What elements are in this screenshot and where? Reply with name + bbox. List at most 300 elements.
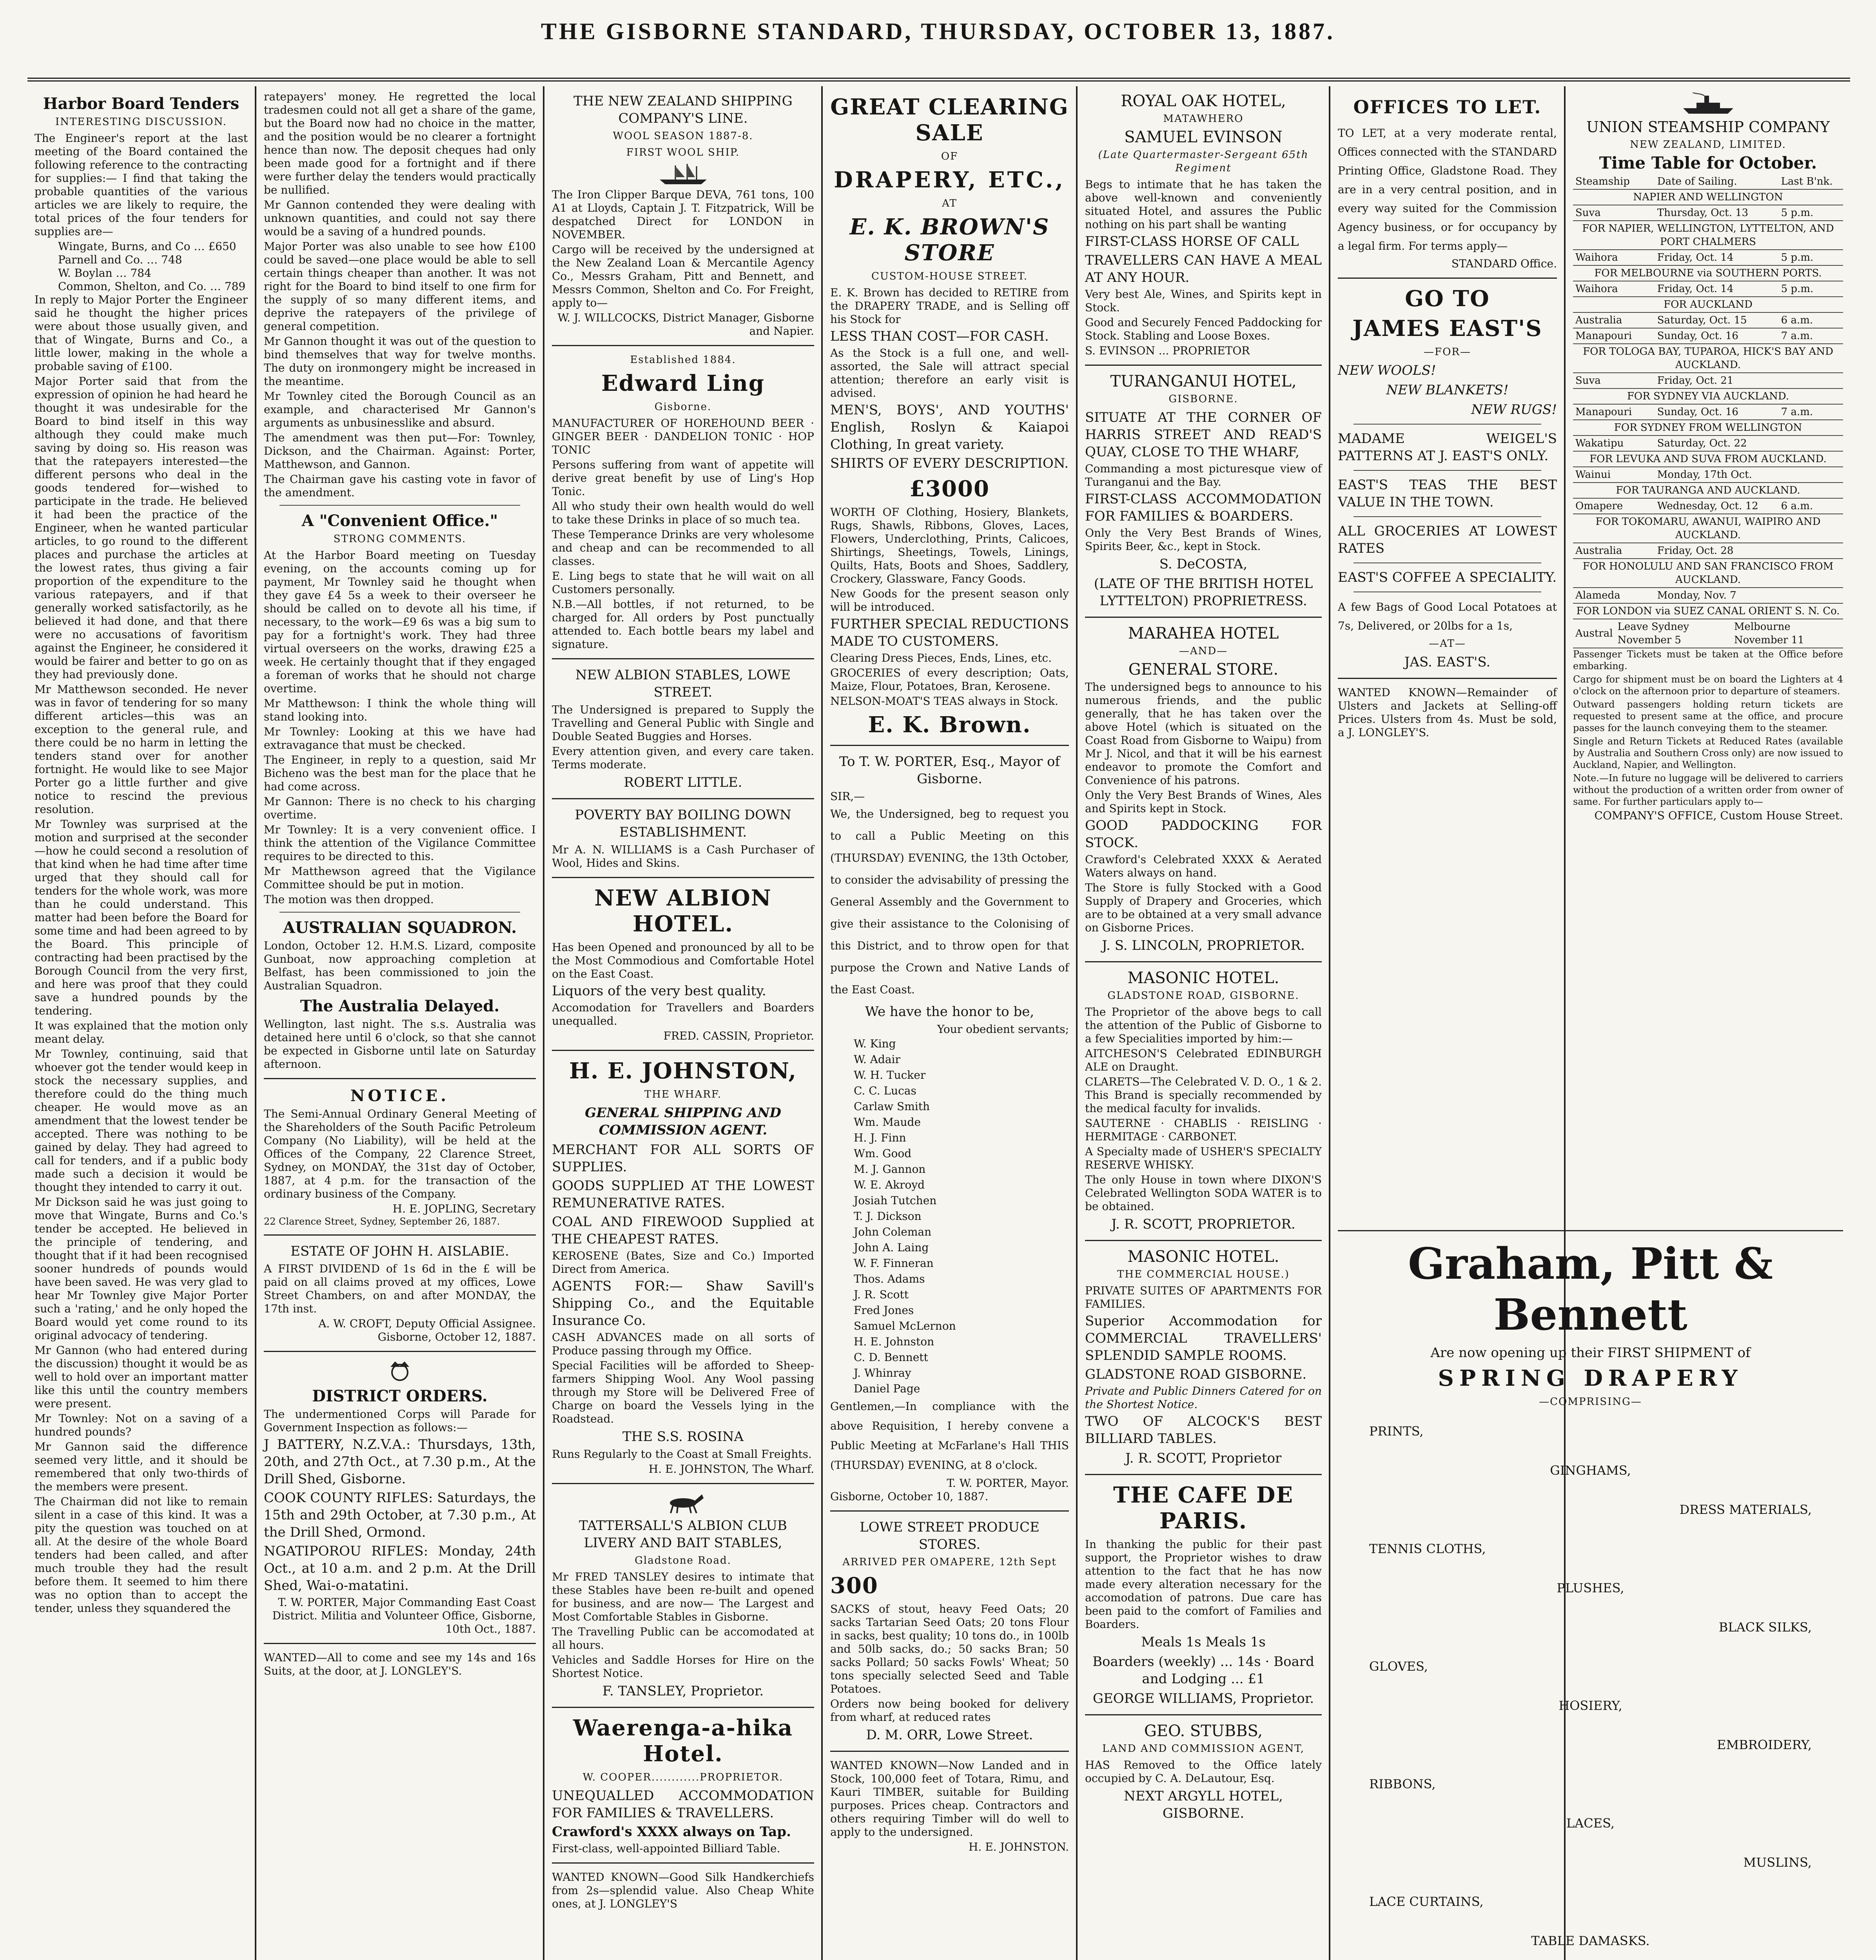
signatory-name: W. King [854, 1037, 896, 1050]
ship-name: Manapouri [1573, 404, 1655, 420]
headline: H. E. JOHNSTON, [569, 1058, 797, 1084]
meals-price: Meals 1s Meals 1s [1141, 1634, 1266, 1650]
divider [830, 1751, 1069, 1752]
headline: GEO. STUBBS, [1144, 1722, 1263, 1740]
paragraph: A Specialty made of USHER'S SPECIALTY RESERVE WHISKY. [1085, 1145, 1322, 1171]
sailing-date: Monday, Nov. 7 [1655, 588, 1779, 603]
paragraph: Major Porter said that from the expression of opinion he had heard he thought it was undesirable for the Board to bind itself in this way although they could make much saving by doing so. His reason was that the ratepayers interested—the different persons who deal in the goods tendered for—wished to participate in the trade. He believed it had been the practice of the Engineer, when he wanted particular articles, to go round to the different places and purchase the articles at the lowest rates, thus giving a fair proportion of the expenditure to the various ratepayers, and if that generally worked satisfactorily, as he believed it had done, and that there were no accusations of favoritism against the Engineer, he considered it would be fairer and better to go on as they had previously done. [34, 375, 248, 681]
signature: FRED. CASSIN, Proprietor. [663, 1029, 814, 1042]
route-heading: FOR TAURANGA AND AUCKLAND. [1573, 483, 1843, 498]
paragraph: AITCHESON'S Celebrated EDINBURGH ALE on Draught. [1085, 1047, 1322, 1073]
signatory-name: H. E. Johnston [854, 1335, 934, 1348]
paragraph: Orders now being booked for delivery from wharf, at reduced rates [830, 1697, 1069, 1724]
paragraph: All who study their own health would do well to take these Drinks in place of so much tea. [552, 500, 814, 526]
headline: DRAPERY, ETC., [834, 167, 1065, 193]
steamship-icon [1681, 93, 1736, 116]
tender-row: W. Boylan … 784 [58, 267, 151, 279]
table-row [1573, 250, 1843, 265]
headline: LOWE STREET PRODUCE STORES. [860, 1519, 1040, 1552]
corps-parade: NGATIPOROU RIFLES: Monday, 24th Oct., at 10 a.m. and 2 p.m. At the Drill Shed, Wai-o-matatini. [264, 1543, 536, 1593]
subheadline: —COMPRISING— [1539, 1396, 1642, 1408]
table-row [1573, 467, 1843, 483]
table-row [1573, 451, 1843, 467]
paragraph: TRAVELLERS CAN HAVE A MEAL AT ANY HOUR. [1085, 252, 1322, 285]
paragraph: LESS THAN COST—FOR CASH. [830, 328, 1049, 344]
paragraph: Very best Ale, Wines, and Spirits kept in Stock. [1085, 288, 1322, 314]
route-heading: FOR LEVUKA AND SUVA FROM AUCKLAND. [1573, 451, 1843, 467]
headline: TURANGANUI HOTEL, [1110, 372, 1297, 390]
paragraph: AGENTS FOR:— Shaw Savill's Shipping Co., and the Equitable Insurance Co. [552, 1278, 814, 1328]
paragraph: Clearing Dress Pieces, Ends, Lines, etc. [830, 652, 1052, 664]
dateline: Gisborne, October 10, 1887. [830, 1490, 989, 1503]
divider [279, 505, 520, 506]
signature: JAS. EAST'S. [1404, 654, 1491, 670]
last-boat-time [1779, 543, 1843, 559]
divider [552, 877, 814, 878]
tender-price: £650 [208, 240, 236, 253]
paragraph: The Chairman did not like to remain silent in a case of this kind. It was a pity the question was touched on at all. At the desire of the whole Board tenders had been called, and after much trouble they had the result before them. It seemed to him there was no option than to accept the tender, unless they squandered the [34, 1495, 248, 1615]
item: NEW BLANKETS! [1386, 382, 1509, 398]
column-offices-east [1331, 90, 1564, 1207]
divider [1085, 961, 1322, 962]
goods-item: TABLE DAMASKS. [1531, 1933, 1650, 1948]
paragraph: Superior Accommodation for COMMERCIAL TRAVELLERS' SPLENDID SAMPLE ROOMS. [1085, 1313, 1322, 1363]
subheadline: GISBORNE. [1168, 393, 1238, 405]
masthead-rule [27, 78, 1850, 82]
column-harbor-cont [257, 90, 543, 1960]
paragraph: CASH ADVANCES made on all sorts of Produce passing through my Office. [552, 1331, 814, 1357]
subheadline: LAND AND COMMISSION AGENT, [1102, 1743, 1305, 1755]
item: NEW RUGS! [1471, 402, 1557, 417]
table-row [1573, 603, 1843, 619]
paragraph: MEN'S, BOYS', AND YOUTHS' English, Roslyn & Kaiapoi Clothing, In great variety. [830, 402, 1069, 452]
established: Established 1884. [630, 354, 736, 366]
signatory-name: John Coleman [854, 1225, 932, 1238]
table-row [1573, 373, 1843, 388]
ship-name: Austral [1573, 619, 1615, 648]
sailing-date: Melbourne November 11 [1732, 619, 1843, 648]
headline: ROYAL OAK HOTEL, [1121, 92, 1286, 110]
goods-item: HOSIERY, [1558, 1698, 1622, 1713]
paragraph: Mr Dickson said he was just going to move that Wingate, Burns and Co.'s tender be accepted. He believed in the principle of tendering, and thought that if it had been recognised sooner hundreds of pounds would have been saved. He was very glad to hear Mr Townley give Major Porter such a 'rating,' and he only hoped the Board would yet come round to its original advocacy of tendering. [34, 1196, 248, 1342]
subheadline: —AND— [1179, 645, 1228, 657]
column-header: Last B'nk. [1779, 174, 1843, 189]
route-heading: FOR SYDNEY FROM WELLINGTON [1573, 420, 1843, 436]
horse-icon [656, 1491, 711, 1515]
timetable-header [1573, 174, 1843, 189]
headline: ESTATE OF JOHN H. AISLABIE. [290, 1243, 509, 1259]
paragraph: Major Porter was also unable to see how £100 could be saved—one place would be able to sell certain things cheaper than another. It was not right for the Board to bind itself to one firm for the supply of so many different items, and deprive the ratepayers of the privilege of general competition. [264, 240, 536, 333]
paragraph: HAS Removed to the Office lately occupied by C. A. DeLautour, Esq. [1085, 1759, 1322, 1785]
timetable-body [1573, 189, 1843, 619]
column-union-steamship [1566, 90, 1850, 1207]
divider [552, 658, 814, 659]
headline: JAMES EAST'S [1352, 316, 1542, 341]
column-rule [255, 86, 256, 1960]
dateline: 22 Clarence Street, Sydney, September 26, 1887. [264, 1216, 500, 1227]
paragraph: SAUTERNE · CHABLIS · REISLING · HERMITAGE · CARBONET. [1085, 1117, 1322, 1143]
divider [1085, 365, 1322, 366]
board-rates: Boarders (weekly) ... 14s · Board and Lodging ... £1 [1092, 1654, 1314, 1687]
headline: OFFICES TO LET. [1353, 96, 1542, 118]
paragraph: These Temperance Drinks are very wholesome and cheap and can be recommended to all classes. [552, 528, 814, 568]
table-row [1573, 559, 1843, 588]
goods-item: TENNIS CLOTHS, [1369, 1541, 1486, 1556]
paragraph: Mr Townley: Looking at this we have had extravagance that must be checked. [264, 725, 536, 751]
paragraph: We have the honor to be, [865, 1004, 1034, 1020]
signatory-name: J. Whinray [854, 1367, 911, 1379]
signature: T. W. PORTER, Major Commanding East Coast District. Militia and Volunteer Office, Gisborne, 10th Oct., 1887. [272, 1596, 536, 1635]
paragraph: Runs Regularly to the Coast at Small Freights. [552, 1448, 812, 1461]
sailing-date: Wednesday, Oct. 12 [1655, 498, 1779, 514]
subheadline: WOOL SEASON 1887-8. [613, 130, 753, 142]
signature: J. R. SCOTT, PROPRIETOR. [1111, 1216, 1295, 1232]
item: NEW WOOLS! [1338, 363, 1436, 378]
signatory-name: J. R. Scott [854, 1288, 909, 1301]
paragraph: WANTED KNOWN—Remainder of Ulsters and Jackets at Selling-off Prices. Ulsters from 4s. Must be sold, a J. LONGLEY'S. [1338, 686, 1557, 739]
paragraph: Are now opening up their FIRST SHIPMENT of [1430, 1345, 1751, 1361]
tender-price: 789 [224, 280, 246, 293]
corps-parade: J BATTERY, N.Z.V.A.: Thursdays, 13th, 20th, and 27th Oct., at 7.30 p.m., At the Drill Shed, Gisborne. [264, 1437, 536, 1487]
paragraph: The Chairman gave his casting vote in favor of the amendment. [264, 473, 536, 499]
paragraph: GLADSTONE ROAD GISBORNE. [1085, 1367, 1307, 1382]
subheadline: THE WHARF. [644, 1089, 722, 1100]
paragraph: Good and Securely Fenced Paddocking for Stock. Stabling and Loose Boxes. [1085, 316, 1322, 342]
subheadline: MATAWHERO [1163, 113, 1244, 125]
column-header: Steamship [1573, 174, 1655, 189]
headline: GO TO [1405, 286, 1490, 312]
goods-list [1338, 1412, 1843, 1960]
column-rule [821, 86, 823, 1960]
table-row [1573, 514, 1843, 543]
table-row [1573, 420, 1843, 436]
paragraph: Mr FRED TANSLEY desires to intimate that these Stables have been re-built and opened for business, and are now— The Largest and Most Comfortable Stables in Gisborne. [552, 1570, 814, 1623]
tender-row: Common, Shelton, and Co. … 789 [58, 280, 246, 293]
signatory-list [830, 1036, 1069, 1397]
paragraph: GOOD PADDOCKING FOR STOCK. [1085, 818, 1322, 851]
paragraph: Liquors of the very best quality. [552, 983, 766, 999]
paragraph: CLARETS—The Celebrated V. D. O., 1 & 2. This Brand is specially recommended by the medical faculty for invalids. [1085, 1075, 1322, 1115]
quantity: 300 [830, 1573, 878, 1599]
paragraph: Commanding a most picturesque view of Turanganui and the Bay. [1085, 462, 1322, 488]
paragraph: Private and Public Dinners Catered for on the Shortest Notice. [1085, 1385, 1322, 1411]
paragraph: Mr Gannon said the difference seemed very little, and it should be remembered that only two-thirds of the members were present. [34, 1440, 248, 1493]
paragraph: WANTED—All to come and see my 14s and 16s Suits, at the door, at J. LONGLEY'S. [264, 1651, 536, 1677]
tender-name: Parnell and Co. [58, 253, 143, 266]
goods-item: EMBROIDERY, [1717, 1737, 1812, 1752]
headline: THE NEW ZEALAND SHIPPING COMPANY'S LINE. [573, 93, 793, 126]
tender-row: Parnell and Co. … 748 [58, 253, 182, 266]
goods-item: BLACK SILKS, [1718, 1620, 1812, 1635]
table-row [1573, 328, 1843, 344]
divider [1085, 1474, 1322, 1475]
paragraph: GOODS SUPPLIED AT THE LOWEST REMUNERATIVE RATES. [552, 1178, 814, 1211]
signature: J. R. SCOTT, Proprietor [1125, 1450, 1282, 1466]
signature: S. DeCOSTA, [1159, 556, 1248, 572]
signatory-name: C. C. Lucas [854, 1084, 916, 1097]
column-harbor-board [27, 90, 255, 1960]
headline: THE CAFE DE PARIS. [1113, 1482, 1294, 1534]
ship-name: Omapere [1573, 498, 1655, 514]
paragraph: Mr A. N. WILLIAMS is a Cash Purchaser of Wool, Hides and Skins. [552, 843, 814, 869]
paragraph: MERCHANT FOR ALL SORTS OF SUPPLIES. [552, 1142, 814, 1175]
sailing-date: Friday, Oct. 14 [1655, 281, 1779, 297]
ship-name: Wainui [1573, 467, 1655, 483]
paragraph: Begs to intimate that he has taken the above well-known and conveniently situated Hotel, and assures the Public nothing on his part shall be wanting [1085, 178, 1322, 231]
sailing-date: Sunday, Oct. 16 [1655, 328, 1779, 344]
divider [1085, 1240, 1322, 1241]
tender-row: Wingate, Burns, and Co … £650 [58, 240, 236, 253]
headline: Waerenga-a-hika Hotel. [573, 1715, 793, 1767]
headline: A "Convenient Office." [301, 512, 498, 530]
divider [1353, 424, 1541, 425]
paragraph: EAST'S COFFEE A SPECIALITY. [1338, 570, 1557, 585]
paragraph: Mr Matthewson agreed that the Vigilance Committee should be put in motion. [264, 865, 536, 891]
last-boat-time: 5 p.m. [1779, 250, 1843, 265]
paragraph: The Iron Clipper Barque DEVA, 761 tons, 100 A1 at Lloyds, Captain J. T. Fitzpatrick, Will be despatched Direct for LONDON in NOVEMBER. [552, 188, 814, 241]
ship-name: Australia [1573, 312, 1655, 328]
paragraph: Mr Gannon thought it was out of the question to bind themselves that way for twelve months. The duty on ironmongery might be increased in the meantime. [264, 335, 536, 388]
last-boat-time [1779, 467, 1843, 483]
route-heading: FOR NAPIER, WELLINGTON, LYTTELTON, AND PORT CHALMERS [1573, 221, 1843, 250]
ship-name: Australia [1573, 543, 1655, 559]
paragraph: Mr Townley was surprised at the motion and surprised at the seconder—how he could second a resolution of that kind when he had time after time urged that they should call for tenders for the whole work, was more than he could understand. This matter had been before the Board for some time and had been agreed to by the Board. This principle of contracting had been practised by the Borough Council from the very first, and here was proof that they could save a hundred pounds by the tendering. [34, 818, 248, 1017]
paragraph: N.B.—All bottles, if not returned, to be charged for. All orders by Post punctually attended to. Each bottle bears my label and signature. [552, 598, 814, 651]
paragraph: As the Stock is a full one, and well-assorted, the Sale will attract special attention; therefore an early visit is advised. [830, 347, 1069, 399]
goods-item: GLOVES, [1369, 1659, 1428, 1674]
paragraph: Mr Matthewson: I think the whole thing will stand looking into. [264, 697, 536, 723]
signatory-name: Wm. Maude [854, 1116, 921, 1129]
signature: T. W. PORTER, Mayor. [947, 1477, 1069, 1490]
paragraph: The Undersigned is prepared to Supply the Travelling and General Public with Single and Double Seated Buggies and Horses. [552, 703, 814, 743]
paragraph: A FIRST DIVIDEND of 1s 6d in the £ will be paid on all claims proved at my offices, Lowe Street Chambers, on and after MONDAY, the 17th inst. [264, 1262, 536, 1315]
paragraph: FURTHER SPECIAL REDUCTIONS MADE TO CUSTOMERS. [830, 616, 1069, 649]
headline: NEW ALBION STABLES, LOWE STREET. [575, 667, 791, 700]
paragraph: Every attention given, and every care taken. Terms moderate. [552, 745, 814, 771]
route-heading: FOR MELBOURNE via SOUTHERN PORTS. [1573, 265, 1843, 281]
last-boat-time: 7 a.m. [1779, 328, 1843, 344]
signatory-name: H. J. Finn [854, 1131, 906, 1144]
sailing-date: Saturday, Oct. 22 [1655, 436, 1779, 451]
ship-name: Waihora [1573, 281, 1655, 297]
headline: SPRING DRAPERY [1438, 1365, 1743, 1391]
subheadline: GLADSTONE ROAD, GISBORNE. [1107, 990, 1299, 1002]
subheadline: W. COOPER............PROPRIETOR. [582, 1771, 784, 1783]
last-boat-time [1779, 436, 1843, 451]
subheadline: CUSTOM-HOUSE STREET. [871, 270, 1028, 282]
headline: SAMUEL EVINSON [1124, 128, 1283, 146]
goods-item: DRESS MATERIALS, [1679, 1502, 1812, 1517]
last-boat-time: 5 p.m. [1779, 205, 1843, 221]
paragraph: The only House in town where DIXON'S Celebrated Wellington SODA WATER is to be obtained. [1085, 1173, 1322, 1213]
last-boat-time: 6 a.m. [1779, 312, 1843, 328]
subheadline: AT [942, 198, 957, 209]
signatory-name: Fred Jones [854, 1304, 914, 1317]
divider [1085, 1714, 1322, 1715]
tender-name: Common, Shelton, and Co. [58, 280, 207, 293]
table-row [1573, 483, 1843, 498]
paragraph: SHIRTS OF EVERY DESCRIPTION. [830, 456, 1069, 471]
paragraph: TWO OF ALCOCK'S BEST BILLIARD TABLES. [1085, 1414, 1322, 1446]
goods-item: MUSLINS, [1743, 1855, 1812, 1870]
subheadline: —FOR— [1424, 346, 1471, 358]
paragraph: Only the Very Best Brands of Wines, Ales and Spirits kept in Stock. [1085, 789, 1322, 815]
paragraph: Cargo for shipment must be on board the Lighters at 4 o'clock on the afternoon prior to departure of steamers. [1573, 674, 1843, 697]
divider [552, 1707, 814, 1708]
sailing-date: Saturday, Oct. 15 [1655, 312, 1779, 328]
paragraph: Gentlemen,—In compliance with the above Requisition, I hereby convene a Public Meeting at McFarlane's Hall THIS (THURSDAY) EVENING, at 8 o'clock. [830, 1400, 1069, 1472]
paragraph: A few Bags of Good Local Potatoes at 7s, Delivered, or 20lbs for a 1s, [1338, 601, 1557, 632]
ship-name: Suva [1573, 205, 1655, 221]
divider [552, 1862, 814, 1864]
subheadline: INTERESTING DISCUSSION. [55, 116, 227, 128]
signature: ROBERT LITTLE. [624, 775, 742, 790]
signatory-name: W. H. Tucker [854, 1069, 926, 1082]
goods-item: PRINTS, [1369, 1424, 1424, 1439]
paragraph: First-class, well-appointed Billiard Table. [552, 1842, 780, 1855]
paragraph: The Engineer, in reply to a question, said Mr Bicheno was the best man for the place that he had come across. [264, 753, 536, 793]
paragraph: EAST'S TEAS THE BEST VALUE IN THE TOWN. [1338, 477, 1557, 510]
ship-name: Suva [1573, 373, 1655, 388]
table-row [1573, 312, 1843, 328]
signature: D. M. ORR, Lowe Street. [866, 1727, 1033, 1743]
route-heading: FOR AUCKLAND [1573, 297, 1843, 312]
column-rule [1076, 86, 1078, 1960]
ship-name: Wakatipu [1573, 436, 1655, 451]
last-boat-time: 7 a.m. [1779, 404, 1843, 420]
last-boat-time [1779, 588, 1843, 603]
paragraph: UNEQUALLED ACCOMMODATION FOR FAMILIES & TRAVELLERS. [552, 1788, 814, 1821]
divider [1338, 278, 1557, 279]
signatory-name: Samuel McLernon [854, 1319, 956, 1332]
headline: GENERAL STORE. [1128, 661, 1279, 679]
signature: H. E. JOHNSTON. [969, 1840, 1069, 1853]
salutation: SIR,— [830, 790, 865, 803]
subheadline: Gladstone Road. [635, 1555, 731, 1566]
paragraph: E. Ling begs to state that he will wait on all Customers personally. [552, 570, 814, 596]
goods-item: RIBBONS, [1369, 1777, 1436, 1791]
paragraph: The undermentioned Corps will Parade for Government Inspection as follows:— [264, 1408, 536, 1434]
headline: AUSTRALIAN SQUADRON. [283, 918, 517, 937]
signatory-name: W. F. Finneran [854, 1257, 934, 1270]
headline: E. K. BROWN'S STORE [849, 214, 1050, 266]
paragraph: PRIVATE SUITES OF APARTMENTS FOR FAMILIES. [1085, 1284, 1322, 1310]
paragraph: New Goods for the present season only will be introduced. [830, 587, 1069, 613]
london-row [1573, 619, 1843, 648]
signatory-name: Wm. Good [854, 1147, 912, 1160]
signature: F. TANSLEY, Proprietor. [602, 1683, 764, 1699]
paragraph: The motion was then dropped. [264, 893, 434, 906]
paragraph: FIRST-CLASS ACCOMMODATION FOR FAMILIES & BOARDERS. [1085, 491, 1322, 524]
signature: A. W. CROFT, Deputy Official Assignee. Gisborne, October 12, 1887. [318, 1317, 536, 1343]
paragraph: WANTED KNOWN—Now Landed and in Stock, 100,000 feet of Totara, Rimu, and Kauri TIMBER, suitable for Building purposes. Prices cheap. Contractors and others requiring Timber will do well to apply to the undersigned. [830, 1759, 1069, 1838]
signatory-name: John A. Laing [854, 1241, 929, 1254]
paragraph: Vehicles and Saddle Horses for Hire on the Shortest Notice. [552, 1653, 814, 1680]
ship-name: Manapouri [1573, 328, 1655, 344]
table-row [1573, 281, 1843, 297]
divider [552, 345, 814, 346]
paragraph: Mr Gannon contended they were dealing with unknown quantities, and could not say there would be a saving of a hundred pounds. [264, 198, 536, 238]
divider [264, 1234, 536, 1236]
sailing-date: Thursday, Oct. 13 [1655, 205, 1779, 221]
paragraph: Persons suffering from want of appetite will derive great benefit by use of Ling's Hop Tonic. [552, 458, 814, 498]
headline: POVERTY BAY BOILING DOWN ESTABLISHMENT. [575, 807, 791, 840]
signature: E. K. Brown. [868, 712, 1031, 738]
paragraph: Crawford's XXXX always on Tap. [552, 1824, 791, 1840]
signatory-name: Josiah Tutchen [854, 1194, 937, 1207]
divider [264, 1351, 536, 1352]
ship-name: Waihora [1573, 250, 1655, 265]
crown-crest-icon [372, 1359, 427, 1383]
table-row [1573, 498, 1843, 514]
column-rule [1329, 86, 1330, 1960]
paragraph: COAL AND FIREWOOD Supplied at THE CHEAPEST RATES. [552, 1214, 814, 1247]
paragraph: FIRST-CLASS HORSE OF CALL [1085, 234, 1299, 249]
paragraph: GROCERIES of every description; Oats, Maize, Flour, Potatoes, Bran, Kerosene. [830, 666, 1069, 693]
column-rule [543, 86, 544, 1960]
headline: DISTRICT ORDERS. [312, 1387, 488, 1405]
subheadline: ARRIVED PER OMAPERE, 12th Sept [842, 1556, 1057, 1568]
sailing-date: Sunday, Oct. 16 [1655, 404, 1779, 420]
paragraph: Accomodation for Travellers and Boarders unequalled. [552, 1001, 814, 1027]
table-row [1573, 297, 1843, 312]
signatory-name: Carlaw Smith [854, 1100, 930, 1113]
table-row [1573, 205, 1843, 221]
divider [279, 912, 520, 913]
signature: W. J. WILLCOCKS, District Manager, Gisborne and Napier. [557, 311, 814, 338]
divider [1353, 470, 1541, 471]
table-row [1573, 189, 1843, 205]
paragraph: The Travelling Public can be accomodated at all hours. [552, 1625, 814, 1651]
route-heading: FOR TOKOMARU, AWANUI, WAIPIRO AND AUCKLAND. [1573, 514, 1843, 543]
paragraph: The amendment was then put—For: Townley, Dickson, and the Chairman. Against: Porter, Matthewson, and Gannon. [264, 431, 536, 471]
signatory-name: M. J. Gannon [854, 1163, 926, 1176]
headline: The Australia Delayed. [300, 997, 500, 1015]
paragraph: Crawford's Celebrated XXXX & Aerated Waters always on hand. [1085, 853, 1322, 879]
subheadline: STRONG COMMENTS. [333, 533, 466, 545]
subheadline: GENERAL SHIPPING AND COMMISSION AGENT. [585, 1105, 781, 1138]
paragraph: NEXT ARGYLL HOTEL, GISBORNE. [1124, 1788, 1283, 1821]
table-row [1573, 344, 1843, 373]
table-row [1573, 221, 1843, 250]
paragraph: It was explained that the motion only meant delay. [34, 1019, 248, 1045]
paragraph: Mr Townley: It is a very convenient office. I think the attention of the Vigilance Committee requires to be directed to this. [264, 823, 536, 863]
signature: H. E. JOHNSTON, The Wharf. [648, 1463, 814, 1475]
last-boat-time: 5 p.m. [1779, 281, 1843, 297]
headline: MARAHEA HOTEL [1128, 624, 1279, 642]
headline: THE S.S. ROSINA [622, 1429, 744, 1445]
headline: NEW ALBION HOTEL. [594, 885, 772, 937]
subheadline: Gisborne. [654, 401, 712, 413]
subheadline: THE COMMERCIAL HOUSE.) [1117, 1269, 1290, 1280]
signature: (LATE OF THE BRITISH HOTEL LYTTELTON) PROPRIETRESS. [1094, 576, 1313, 609]
subheadline: FIRST WOOL SHIP. [626, 147, 740, 158]
brand-title: Edward Ling [601, 370, 765, 396]
table-row [1573, 404, 1843, 420]
table-row [1573, 436, 1843, 451]
signature: J. S. LINCOLN, PROPRIETOR. [1102, 938, 1305, 953]
route-heading: NAPIER AND WELLINGTON [1573, 189, 1843, 205]
paragraph: WORTH OF Clothing, Hosiery, Blankets, Rugs, Shawls, Ribbons, Gloves, Laces, Flowers, Underclothing, Prints, Calicoes, Shirtings, Sheetings, Towels, Linings, Quilts, Hats, Boots and Shoes, Saddlery, Crockery, Glassware, Fancy Goods. [830, 506, 1069, 585]
signature: COMPANY'S OFFICE, Custom House Street. [1594, 809, 1843, 822]
table-row [1573, 265, 1843, 281]
graham-pitt-bennett-ad [1331, 1223, 1850, 1960]
paragraph: MADAME WEIGEL'S PATTERNS AT J. EAST'S ONLY. [1338, 431, 1557, 464]
subheadline: NEW ZEALAND, LIMITED. [1630, 139, 1786, 151]
signatory-name: T. J. Dickson [854, 1210, 922, 1223]
divider [552, 1483, 814, 1484]
paragraph: NELSON-MOAT'S TEAS always in Stock. [830, 695, 1058, 708]
